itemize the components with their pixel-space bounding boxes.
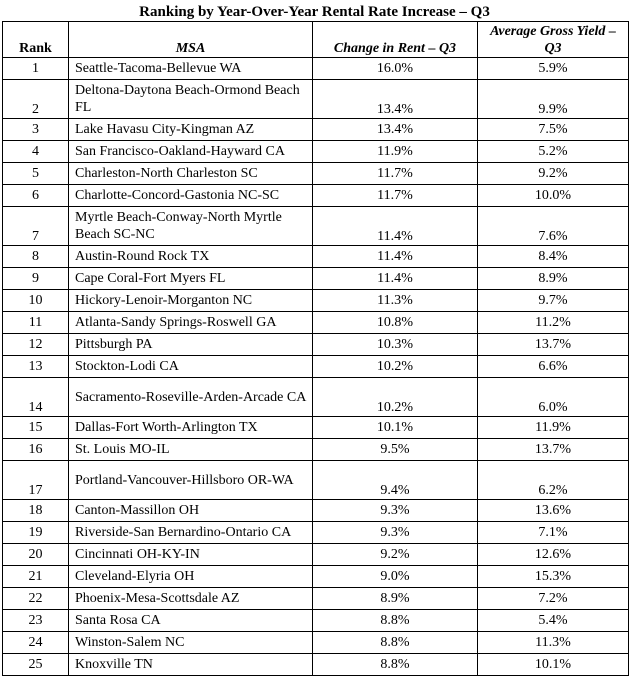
rank-cell: 9	[3, 268, 69, 290]
table-row	[3, 500, 629, 522]
change-in-rent-cell: 9.3%	[313, 522, 478, 544]
change-in-rent-cell: 9.5%	[313, 439, 478, 461]
msa-cell: Charleston-North Charleston SC	[69, 163, 313, 185]
rank-cell: 22	[3, 588, 69, 610]
msa-cell: San Francisco-Oakland-Hayward CA	[69, 141, 313, 163]
rank-cell: 24	[3, 632, 69, 654]
msa-cell: Charlotte-Concord-Gastonia NC-SC	[69, 185, 313, 207]
rank-cell: 25	[3, 654, 69, 676]
gross-yield-cell: 13.7%	[478, 334, 629, 356]
gross-yield-cell: 6.0%	[478, 378, 629, 417]
table-row	[3, 461, 629, 500]
header-rank: Rank	[3, 22, 69, 58]
rank-cell: 4	[3, 141, 69, 163]
gross-yield-cell: 8.9%	[478, 268, 629, 290]
table-row	[3, 268, 629, 290]
change-in-rent-cell: 13.4%	[313, 80, 478, 119]
change-in-rent-cell: 11.4%	[313, 246, 478, 268]
change-in-rent-cell: 9.3%	[313, 500, 478, 522]
table-title: Ranking by Year-Over-Year Rental Rate Increase – Q3	[139, 4, 490, 20]
table-row	[3, 58, 629, 80]
rank-cell: 2	[3, 80, 69, 119]
table-body	[3, 58, 629, 676]
rank-cell: 19	[3, 522, 69, 544]
gross-yield-cell: 5.2%	[478, 141, 629, 163]
table-row	[3, 544, 629, 566]
gross-yield-cell: 7.2%	[478, 588, 629, 610]
gross-yield-cell: 6.2%	[478, 461, 629, 500]
msa-cell: Lake Havasu City-Kingman AZ	[69, 119, 313, 141]
gross-yield-cell: 5.4%	[478, 610, 629, 632]
rank-cell: 1	[3, 58, 69, 80]
table-row	[3, 334, 629, 356]
table-row	[3, 632, 629, 654]
rank-cell: 8	[3, 246, 69, 268]
change-in-rent-cell: 11.7%	[313, 185, 478, 207]
msa-cell: Cape Coral-Fort Myers FL	[69, 268, 313, 290]
change-in-rent-cell: 10.2%	[313, 378, 478, 417]
gross-yield-cell: 7.1%	[478, 522, 629, 544]
rank-cell: 16	[3, 439, 69, 461]
change-in-rent-cell: 10.2%	[313, 356, 478, 378]
msa-cell: Atlanta-Sandy Springs-Roswell GA	[69, 312, 313, 334]
change-in-rent-cell: 10.3%	[313, 334, 478, 356]
msa-cell: Cleveland-Elyria OH	[69, 566, 313, 588]
header-row	[3, 22, 629, 58]
change-in-rent-cell: 8.8%	[313, 610, 478, 632]
table-row	[3, 566, 629, 588]
rank-cell: 17	[3, 461, 69, 500]
table-row	[3, 522, 629, 544]
table-row	[3, 439, 629, 461]
gross-yield-cell: 11.9%	[478, 417, 629, 439]
gross-yield-cell: 11.2%	[478, 312, 629, 334]
msa-cell: Riverside-San Bernardino-Ontario CA	[69, 522, 313, 544]
gross-yield-cell: 15.3%	[478, 566, 629, 588]
change-in-rent-cell: 10.8%	[313, 312, 478, 334]
table-row	[3, 417, 629, 439]
gross-yield-cell: 9.9%	[478, 80, 629, 119]
table-row	[3, 185, 629, 207]
gross-yield-cell: 8.4%	[478, 246, 629, 268]
gross-yield-cell: 11.3%	[478, 632, 629, 654]
table-row	[3, 246, 629, 268]
table-row	[3, 356, 629, 378]
header-change-in-rent: Change in Rent – Q3	[313, 22, 478, 58]
rank-cell: 11	[3, 312, 69, 334]
change-in-rent-cell: 10.1%	[313, 417, 478, 439]
header-average-gross-yield: Average Gross Yield – Q3	[478, 22, 629, 58]
gross-yield-cell: 9.2%	[478, 163, 629, 185]
change-in-rent-cell: 9.4%	[313, 461, 478, 500]
gross-yield-cell: 13.6%	[478, 500, 629, 522]
change-in-rent-cell: 11.4%	[313, 268, 478, 290]
change-in-rent-cell: 13.4%	[313, 119, 478, 141]
msa-cell: Seattle-Tacoma-Bellevue WA	[69, 58, 313, 80]
change-in-rent-cell: 8.8%	[313, 632, 478, 654]
table-row	[3, 141, 629, 163]
change-in-rent-cell: 8.8%	[313, 654, 478, 676]
table-row	[3, 312, 629, 334]
rank-cell: 10	[3, 290, 69, 312]
change-in-rent-cell: 9.0%	[313, 566, 478, 588]
msa-cell: Santa Rosa CA	[69, 610, 313, 632]
msa-cell: Knoxville TN	[69, 654, 313, 676]
gross-yield-cell: 10.1%	[478, 654, 629, 676]
gross-yield-cell: 10.0%	[478, 185, 629, 207]
rank-cell: 21	[3, 566, 69, 588]
gross-yield-cell: 12.6%	[478, 544, 629, 566]
table-row	[3, 163, 629, 185]
rank-cell: 7	[3, 207, 69, 246]
rank-cell: 14	[3, 378, 69, 417]
rank-cell: 20	[3, 544, 69, 566]
gross-yield-cell: 6.6%	[478, 356, 629, 378]
gross-yield-cell: 7.5%	[478, 119, 629, 141]
msa-cell: Deltona-Daytona Beach-Ormond Beach FL	[69, 80, 313, 119]
msa-cell: St. Louis MO-IL	[69, 439, 313, 461]
msa-cell: Pittsburgh PA	[69, 334, 313, 356]
change-in-rent-cell: 9.2%	[313, 544, 478, 566]
change-in-rent-cell: 11.3%	[313, 290, 478, 312]
msa-cell: Canton-Massillon OH	[69, 500, 313, 522]
change-in-rent-cell: 11.4%	[313, 207, 478, 246]
rank-cell: 6	[3, 185, 69, 207]
msa-cell: Austin-Round Rock TX	[69, 246, 313, 268]
gross-yield-cell: 13.7%	[478, 439, 629, 461]
table-row	[3, 119, 629, 141]
table-row	[3, 588, 629, 610]
msa-cell: Hickory-Lenoir-Morganton NC	[69, 290, 313, 312]
msa-cell: Winston-Salem NC	[69, 632, 313, 654]
msa-cell: Myrtle Beach-Conway-North Myrtle Beach SC-NC	[69, 207, 313, 246]
table-row	[3, 610, 629, 632]
rank-cell: 13	[3, 356, 69, 378]
msa-cell: Phoenix-Mesa-Scottsdale AZ	[69, 588, 313, 610]
gross-yield-cell: 5.9%	[478, 58, 629, 80]
msa-cell: Sacramento-Roseville-Arden-Arcade CA	[69, 378, 313, 417]
rank-cell: 5	[3, 163, 69, 185]
table-row	[3, 654, 629, 676]
change-in-rent-cell: 8.9%	[313, 588, 478, 610]
rank-cell: 12	[3, 334, 69, 356]
gross-yield-cell: 7.6%	[478, 207, 629, 246]
table-row	[3, 80, 629, 119]
rank-cell: 3	[3, 119, 69, 141]
table-row	[3, 290, 629, 312]
gross-yield-cell: 9.7%	[478, 290, 629, 312]
rank-cell: 15	[3, 417, 69, 439]
msa-cell: Cincinnati OH-KY-IN	[69, 544, 313, 566]
table-row	[3, 207, 629, 246]
rank-cell: 23	[3, 610, 69, 632]
rank-cell: 18	[3, 500, 69, 522]
change-in-rent-cell: 11.9%	[313, 141, 478, 163]
rental-ranking-table	[2, 21, 629, 676]
header-msa: MSA	[69, 22, 313, 58]
table-row	[3, 378, 629, 417]
msa-cell: Portland-Vancouver-Hillsboro OR-WA	[69, 461, 313, 500]
change-in-rent-cell: 16.0%	[313, 58, 478, 80]
change-in-rent-cell: 11.7%	[313, 163, 478, 185]
msa-cell: Stockton-Lodi CA	[69, 356, 313, 378]
msa-cell: Dallas-Fort Worth-Arlington TX	[69, 417, 313, 439]
